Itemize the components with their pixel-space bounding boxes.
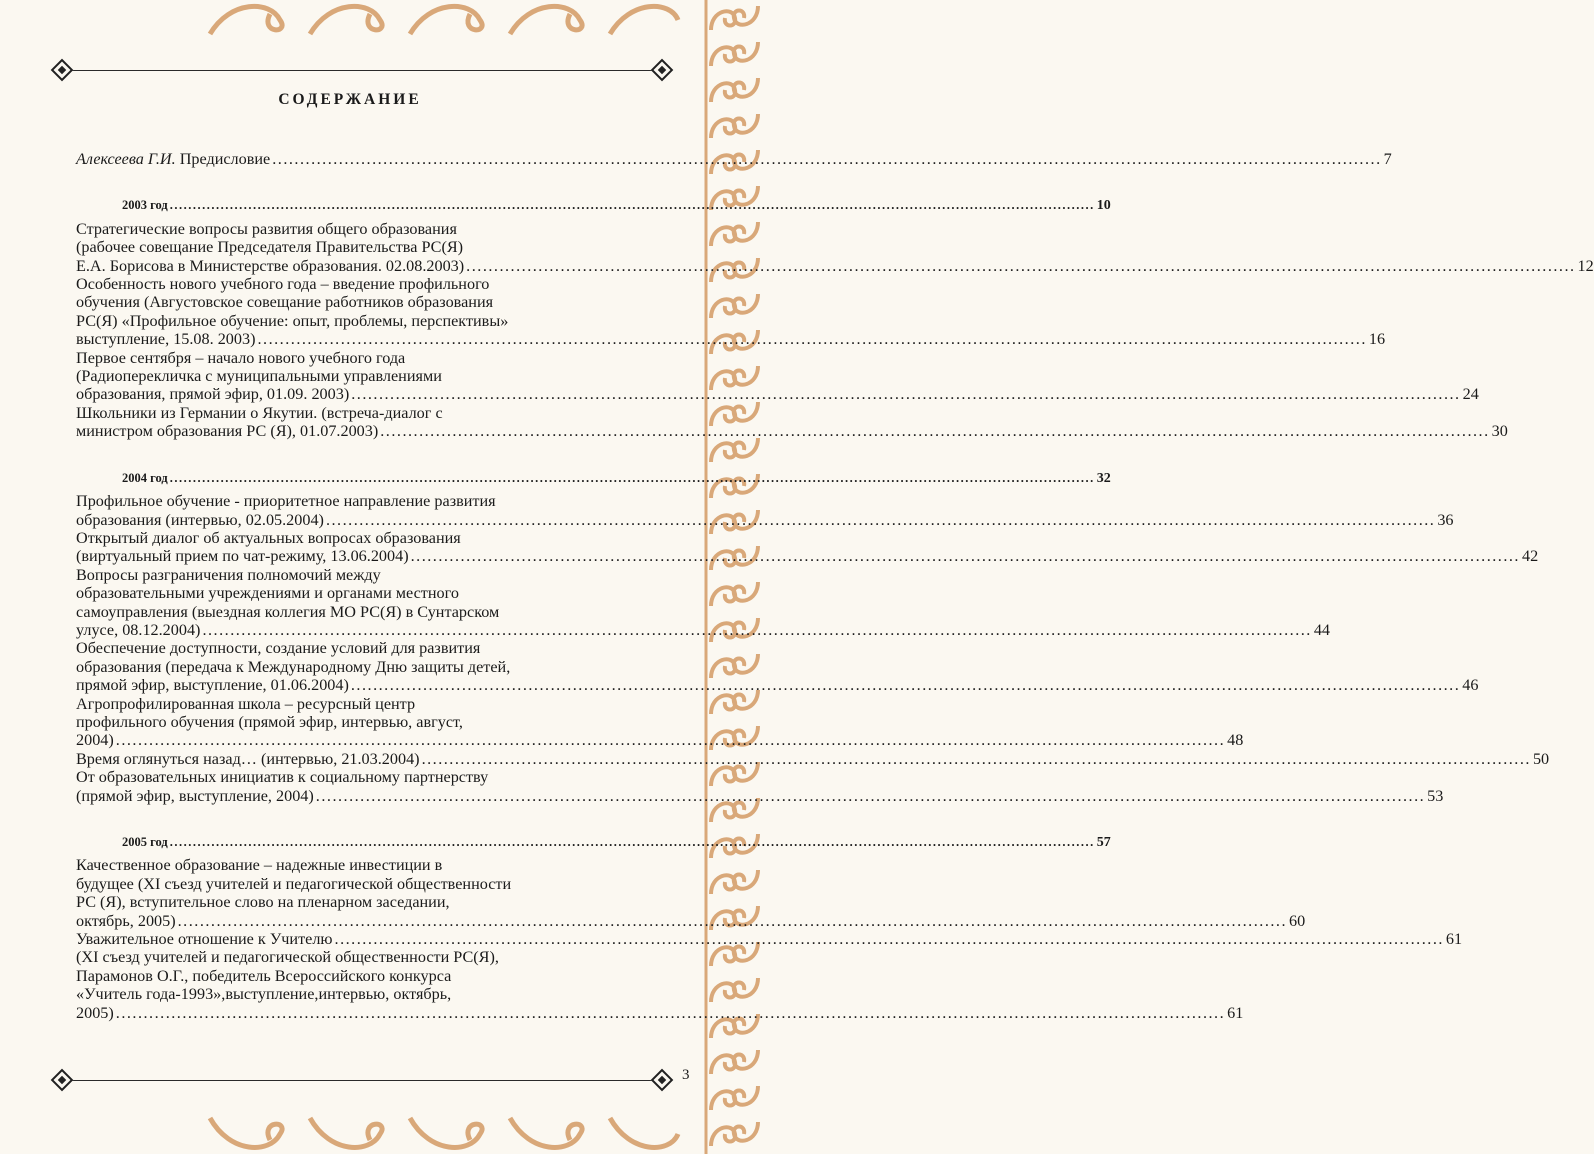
- toc-entry-text: «Учитель года-1993»,выступление,интервью, октябрь,: [76, 985, 452, 1004]
- toc-entry-text: министром образования РС (Я), 01.07.2003): [76, 422, 379, 441]
- toc-page-number: 50: [1532, 749, 1550, 768]
- toc-entry[interactable]: [76, 403, 1508, 441]
- toc-entry-text: образования, прямой эфир, 01.09. 2003): [76, 385, 350, 404]
- toc-entry-text: Особенность нового учебного года – введение профильного: [76, 275, 490, 294]
- dot-leader: ........................................................................................................................................................................................................: [115, 731, 1226, 750]
- toc-entry-text: Стратегические вопросы развития общего образования: [76, 219, 457, 238]
- toc-entry[interactable]: [76, 768, 1444, 805]
- toc-entry-text: профильного обучения (прямой эфир, интервью, август,: [76, 712, 463, 731]
- toc-entry-text: 2004 год: [122, 470, 168, 485]
- toc-entry-text: самоуправления (выездная коллегия МО РС(Я) в Сунтарском: [76, 602, 500, 621]
- toc-entry-text: (Радиоперекличка с муниципальными управлениями: [76, 367, 442, 386]
- dot-leader: ........................................................................................................................................................................................................: [272, 150, 1382, 168]
- toc-entry[interactable]: [76, 694, 1244, 750]
- toc-entry-text: Агропрофилированная школа – ресурсный центр: [76, 694, 416, 713]
- toc-entry-text: прямой эфир, выступление, 01.06.2004): [76, 676, 349, 695]
- bottom-right-diamond-icon: [651, 1069, 674, 1092]
- toc-entry-text: Открытый диалог об актуальных вопросах образования: [76, 528, 461, 547]
- dot-leader: ........................................................................................................................................................................................................: [421, 749, 1531, 768]
- toc-page-number: 30: [1491, 422, 1508, 441]
- toc-entry-text: образовательными учреждениями и органами местного: [76, 584, 459, 603]
- toc-entry-author: Алексеева Г.И.: [76, 150, 176, 168]
- toc-page-number: 44: [1313, 620, 1331, 639]
- toc-entry-text: 2004): [76, 731, 114, 750]
- toc-entry[interactable]: [76, 150, 1392, 168]
- toc-entry-text: Уважительное отношение к Учителю: [76, 930, 333, 949]
- toc-entry[interactable]: [76, 528, 1539, 566]
- bottom-rule: [62, 1080, 662, 1081]
- toc-entry-text: Время оглянуться назад… (интервью, 21.03.2004): [76, 749, 420, 768]
- toc-entry-text: РС (Я), вступительное слово на пленарном заседании,: [76, 893, 450, 912]
- toc-entry-text: (XI съезд учителей и педагогической общественности РС(Я),: [76, 948, 499, 967]
- toc-page-number: 60: [1289, 911, 1306, 930]
- toc-entry-text: обучения (Августовское совещание работников образования: [76, 293, 494, 312]
- toc-entry[interactable]: [76, 639, 1479, 695]
- toc-page-number: 53: [1427, 786, 1444, 805]
- dot-leader: ........................................................................................................................................................................................................: [350, 676, 1461, 695]
- toc-entry-text: (рабочее совещание Председателя Правительства РС(Я): [76, 238, 464, 257]
- toc-entry-text: Профильное обучение - приоритетное направление развития: [76, 492, 496, 511]
- toc-entry-text: Качественное образование – надежные инвестиции в: [76, 856, 443, 875]
- toc-entry-text: Школьники из Германии о Якутии. (встреча-диалог с: [76, 403, 443, 422]
- top-ornament: [200, 0, 680, 34]
- toc-entry[interactable]: [76, 275, 1386, 349]
- toc-entry-text: Обеспечение доступности, создание условий для развития: [76, 639, 481, 658]
- toc-year-heading[interactable]: [76, 833, 1111, 852]
- page-number: 3: [682, 1067, 690, 1083]
- toc-year-heading[interactable]: [76, 469, 1111, 488]
- toc-entry-text: От образовательных инициатив к социальному партнерству: [76, 768, 489, 787]
- dot-leader: ........................................................................................................................................................................................................: [334, 930, 1444, 949]
- top-right-diamond-icon: [651, 59, 674, 82]
- toc-entry-text: 2005 год: [122, 835, 168, 849]
- toc-page-number: 48: [1227, 731, 1244, 750]
- dot-leader: ........................................................................................................................................................................................................: [202, 620, 1312, 639]
- toc-entry-text: Предисловие: [179, 150, 271, 168]
- toc-entry-text: Е.А. Борисова в Министерстве образования. 02.08.2003): [76, 256, 465, 275]
- toc-entry[interactable]: [76, 348, 1479, 404]
- toc-entry-text: будущее (XI съезд учителей и педагогической общественности: [76, 874, 512, 893]
- toc-page-number: 57: [1096, 835, 1111, 850]
- toc-entry[interactable]: [76, 948, 1244, 1022]
- toc-page-number: 10: [1096, 198, 1111, 214]
- toc-page-number: 24: [1462, 385, 1479, 404]
- toc-entry[interactable]: [76, 219, 1594, 275]
- dot-leader: ........................................................................................................................................................................................................: [410, 547, 1520, 566]
- toc-entry-text: октябрь, 2005): [76, 911, 176, 930]
- toc-entry[interactable]: [76, 749, 1550, 768]
- bottom-left-diamond-icon: [51, 1069, 74, 1092]
- toc-entry[interactable]: [76, 492, 1454, 529]
- toc-entry-text: Первое сентября – начало нового учебного года: [76, 348, 406, 367]
- toc-page-number: 7: [1383, 150, 1392, 168]
- bottom-ornament: [200, 1118, 680, 1154]
- toc-entry-text: образования (интервью, 02.05.2004): [76, 510, 324, 529]
- toc-entry[interactable]: [76, 565, 1331, 640]
- dot-leader: ........................................................................................................................................................................................................: [351, 385, 1461, 404]
- toc-entry-text: выступление, 15.08. 2003): [76, 330, 256, 349]
- toc-entry-text: образования (передача к Международному Дню защиты детей,: [76, 657, 511, 676]
- dot-leader: ........................................................................................................................................................................................................: [177, 911, 1287, 930]
- toc-entry-text: Вопросы разграничения полномочий между: [76, 565, 381, 584]
- toc-page-number: 16: [1368, 330, 1386, 349]
- dot-leader: ........................................................................................................................................................................................................: [169, 835, 1095, 849]
- toc-page-number: 36: [1437, 510, 1454, 529]
- toc-page-number: 61: [1445, 930, 1463, 949]
- toc-entry-text: (прямой эфир, выступление, 2004): [76, 786, 314, 805]
- toc-page-number: 42: [1521, 547, 1539, 566]
- toc-page-number: 32: [1096, 470, 1111, 486]
- side-ornament-border: [703, 0, 766, 1154]
- toc-page-number: 46: [1462, 676, 1479, 695]
- dot-leader: ........................................................................................................................................................................................................: [466, 256, 1576, 275]
- table-of-contents: [76, 140, 1594, 1022]
- toc-entry-text: Парамонов О.Г., победитель Всероссийского конкурса: [76, 966, 452, 985]
- toc-page-number: 61: [1227, 1003, 1244, 1022]
- toc-entry-text: РС(Я) «Профильное обучение: опыт, проблемы, перспективы»: [76, 311, 509, 330]
- toc-entry-text: 2005): [76, 1003, 114, 1022]
- dot-leader: ........................................................................................................................................................................................................: [325, 510, 1436, 529]
- dot-leader: ........................................................................................................................................................................................................: [169, 470, 1095, 485]
- top-left-diamond-icon: [51, 59, 74, 82]
- dot-leader: ........................................................................................................................................................................................................: [315, 786, 1426, 805]
- toc-entry-text: 2003 год: [122, 198, 168, 213]
- toc-entry-text: (виртуальный прием по чат-режиму, 13.06.2004): [76, 547, 409, 566]
- top-rule: [62, 70, 662, 71]
- toc-entry[interactable]: [76, 930, 1463, 949]
- toc-title: СОДЕРЖАНИЕ: [278, 91, 422, 108]
- dot-leader: ........................................................................................................................................................................................................: [380, 422, 1490, 441]
- toc-year-heading[interactable]: [76, 196, 1111, 215]
- toc-entry[interactable]: [76, 856, 1306, 930]
- dot-leader: ........................................................................................................................................................................................................: [115, 1003, 1226, 1022]
- dot-leader: ........................................................................................................................................................................................................: [169, 198, 1095, 213]
- toc-page-number: 12: [1577, 256, 1594, 275]
- dot-leader: ........................................................................................................................................................................................................: [257, 330, 1367, 349]
- toc-entry-text: улусе, 08.12.2004): [76, 620, 201, 639]
